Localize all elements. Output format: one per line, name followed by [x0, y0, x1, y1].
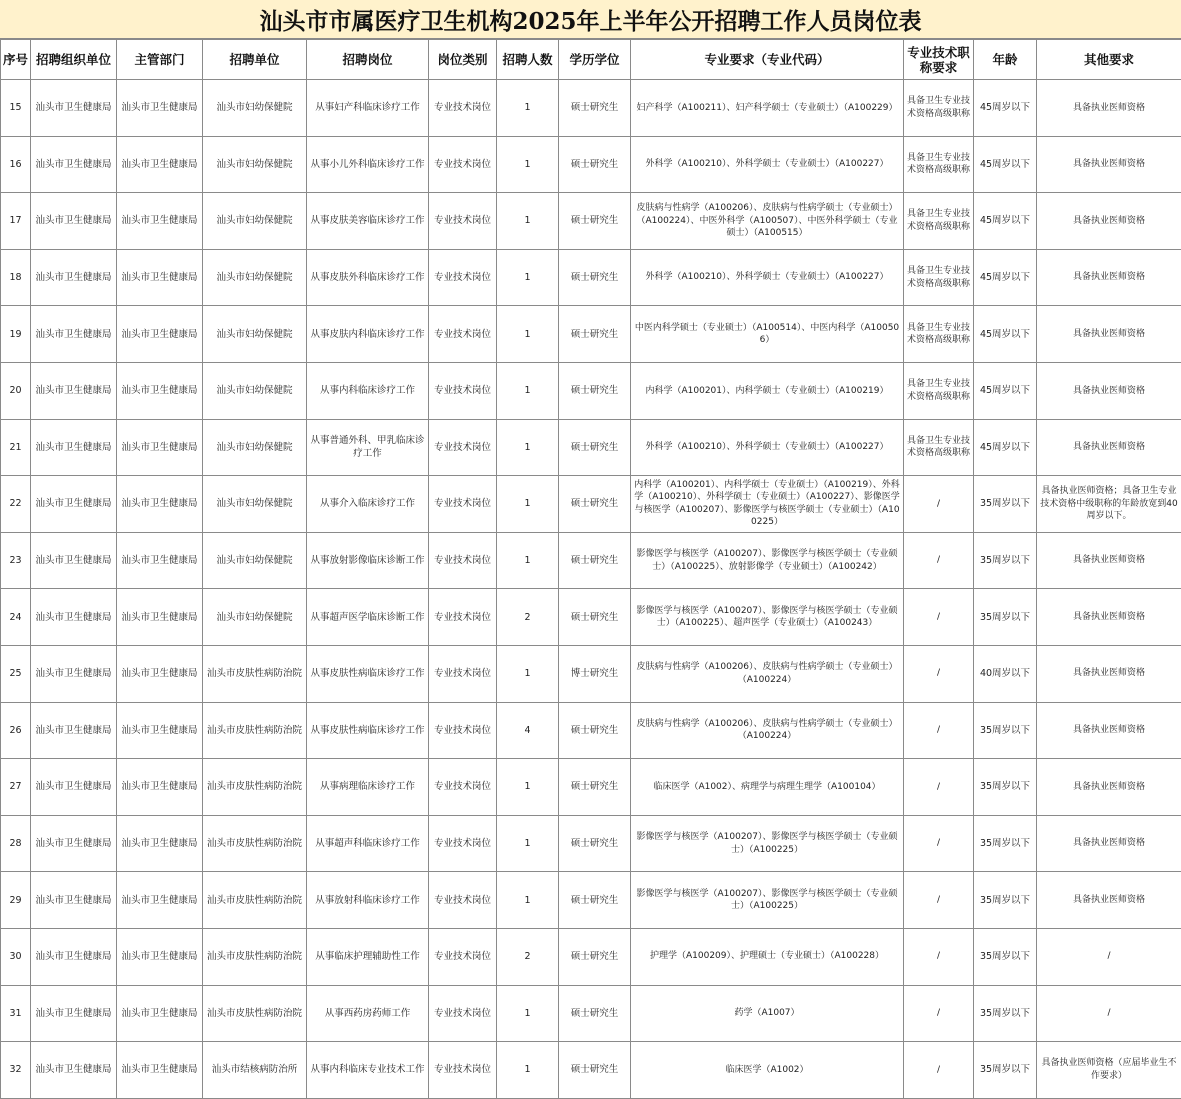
- cell-position: 从事小儿外科临床诊疗工作: [307, 136, 429, 193]
- cell-dept: 汕头市卫生健康局: [117, 193, 203, 250]
- table-row: [1, 985, 1181, 1042]
- cell-category: 专业技术岗位: [429, 532, 497, 589]
- cell-major: 外科学（A100210）、外科学硕士（专业硕士）（A100227）: [631, 136, 904, 193]
- cell-seq: 18: [1, 249, 31, 306]
- cell-count: 1: [497, 1042, 559, 1099]
- cell-category: 专业技术岗位: [429, 306, 497, 363]
- cell-count: 1: [497, 645, 559, 702]
- cell-count: 1: [497, 193, 559, 250]
- cell-position: 从事皮肤外科临床诊疗工作: [307, 249, 429, 306]
- cell-category: 专业技术岗位: [429, 645, 497, 702]
- cell-title-req: 具备卫生专业技术资格高级职称: [904, 136, 974, 193]
- cell-major: 外科学（A100210）、外科学硕士（专业硕士）（A100227）: [631, 419, 904, 476]
- cell-dept: 汕头市卫生健康局: [117, 306, 203, 363]
- table-header-row: [1, 40, 1181, 80]
- cell-dept: 汕头市卫生健康局: [117, 702, 203, 759]
- cell-category: 专业技术岗位: [429, 249, 497, 306]
- cell-category: 专业技术岗位: [429, 928, 497, 985]
- cell-age: 45周岁以下: [974, 193, 1037, 250]
- cell-org: 汕头市卫生健康局: [31, 702, 117, 759]
- cell-education: 硕士研究生: [559, 476, 631, 533]
- cell-count: 2: [497, 928, 559, 985]
- cell-dept: 汕头市卫生健康局: [117, 759, 203, 816]
- cell-title-req: /: [904, 645, 974, 702]
- cell-org: 汕头市卫生健康局: [31, 589, 117, 646]
- cell-position: 从事普通外科、甲乳临床诊疗工作: [307, 419, 429, 476]
- cell-dept: 汕头市卫生健康局: [117, 249, 203, 306]
- cell-title-req: /: [904, 872, 974, 929]
- cell-other: 具备执业医师资格: [1037, 815, 1181, 872]
- cell-dept: 汕头市卫生健康局: [117, 80, 203, 137]
- header-other: 其他要求: [1037, 40, 1181, 80]
- cell-unit: 汕头市结核病防治所: [203, 1042, 307, 1099]
- cell-unit: 汕头市皮肤性病防治院: [203, 872, 307, 929]
- table-row: [1, 476, 1181, 533]
- cell-major: 临床医学（A1002）、病理学与病理生理学（A100104）: [631, 759, 904, 816]
- header-org: 招聘组织单位: [31, 40, 117, 80]
- cell-position: 从事临床护理辅助性工作: [307, 928, 429, 985]
- table-row: [1, 1042, 1181, 1099]
- cell-title-req: /: [904, 985, 974, 1042]
- cell-count: 2: [497, 589, 559, 646]
- cell-unit: 汕头市皮肤性病防治院: [203, 815, 307, 872]
- cell-unit: 汕头市妇幼保健院: [203, 193, 307, 250]
- cell-position: 从事放射科临床诊疗工作: [307, 872, 429, 929]
- cell-major: 临床医学（A1002）: [631, 1042, 904, 1099]
- cell-count: 1: [497, 419, 559, 476]
- header-seq: 序号: [1, 40, 31, 80]
- cell-position: 从事介入临床诊疗工作: [307, 476, 429, 533]
- cell-other: /: [1037, 928, 1181, 985]
- cell-seq: 23: [1, 532, 31, 589]
- cell-position: 从事皮肤性病临床诊疗工作: [307, 702, 429, 759]
- cell-title-req: /: [904, 476, 974, 533]
- cell-other: 具备执业医师资格；具备卫生专业技术资格中级职称的年龄放宽到40周岁以下。: [1037, 476, 1181, 533]
- cell-seq: 16: [1, 136, 31, 193]
- cell-unit: 汕头市妇幼保健院: [203, 419, 307, 476]
- cell-seq: 26: [1, 702, 31, 759]
- cell-seq: 24: [1, 589, 31, 646]
- cell-other: 具备执业医师资格: [1037, 306, 1181, 363]
- cell-position: 从事超声医学临床诊断工作: [307, 589, 429, 646]
- cell-dept: 汕头市卫生健康局: [117, 1042, 203, 1099]
- cell-major: 中医内科学硕士（专业硕士）（A100514）、中医内科学（A100506）: [631, 306, 904, 363]
- cell-position: 从事皮肤美容临床诊疗工作: [307, 193, 429, 250]
- cell-count: 1: [497, 362, 559, 419]
- cell-age: 40周岁以下: [974, 645, 1037, 702]
- cell-other: 具备执业医师资格: [1037, 249, 1181, 306]
- cell-title-req: 具备卫生专业技术资格高级职称: [904, 193, 974, 250]
- cell-other: 具备执业医师资格: [1037, 136, 1181, 193]
- cell-count: 4: [497, 702, 559, 759]
- cell-dept: 汕头市卫生健康局: [117, 872, 203, 929]
- cell-title-req: /: [904, 702, 974, 759]
- cell-other: 具备执业医师资格: [1037, 872, 1181, 929]
- cell-other: 具备执业医师资格: [1037, 759, 1181, 816]
- cell-major: 皮肤病与性病学（A100206）、皮肤病与性病学硕士（专业硕士）（A100224）、中医外科学（A100507）、中医外科学硕士（专业硕士）（A100515）: [631, 193, 904, 250]
- cell-major: 影像医学与核医学（A100207）、影像医学与核医学硕士（专业硕士）（A100225）、放射影像学（专业硕士）（A100242）: [631, 532, 904, 589]
- cell-org: 汕头市卫生健康局: [31, 1042, 117, 1099]
- cell-seq: 25: [1, 645, 31, 702]
- cell-education: 硕士研究生: [559, 1042, 631, 1099]
- table-row: [1, 928, 1181, 985]
- cell-title-req: 具备卫生专业技术资格高级职称: [904, 362, 974, 419]
- cell-category: 专业技术岗位: [429, 589, 497, 646]
- cell-unit: 汕头市皮肤性病防治院: [203, 928, 307, 985]
- cell-unit: 汕头市妇幼保健院: [203, 589, 307, 646]
- cell-major: 药学（A1007）: [631, 985, 904, 1042]
- table-body: [1, 80, 1181, 1099]
- cell-position: 从事西药房药师工作: [307, 985, 429, 1042]
- cell-education: 硕士研究生: [559, 306, 631, 363]
- cell-seq: 20: [1, 362, 31, 419]
- cell-age: 45周岁以下: [974, 136, 1037, 193]
- cell-dept: 汕头市卫生健康局: [117, 928, 203, 985]
- table-row: [1, 872, 1181, 929]
- cell-org: 汕头市卫生健康局: [31, 136, 117, 193]
- cell-dept: 汕头市卫生健康局: [117, 645, 203, 702]
- table-row: [1, 306, 1181, 363]
- cell-org: 汕头市卫生健康局: [31, 815, 117, 872]
- cell-org: 汕头市卫生健康局: [31, 193, 117, 250]
- cell-category: 专业技术岗位: [429, 815, 497, 872]
- cell-title-req: 具备卫生专业技术资格高级职称: [904, 306, 974, 363]
- cell-org: 汕头市卫生健康局: [31, 419, 117, 476]
- cell-age: 35周岁以下: [974, 759, 1037, 816]
- cell-position: 从事妇产科临床诊疗工作: [307, 80, 429, 137]
- cell-education: 硕士研究生: [559, 419, 631, 476]
- cell-major: 影像医学与核医学（A100207）、影像医学与核医学硕士（专业硕士）（A100225）: [631, 815, 904, 872]
- cell-seq: 27: [1, 759, 31, 816]
- cell-title-req: 具备卫生专业技术资格高级职称: [904, 80, 974, 137]
- cell-count: 1: [497, 532, 559, 589]
- header-count: 招聘人数: [497, 40, 559, 80]
- cell-education: 硕士研究生: [559, 815, 631, 872]
- cell-other: 具备执业医师资格: [1037, 532, 1181, 589]
- cell-dept: 汕头市卫生健康局: [117, 815, 203, 872]
- cell-unit: 汕头市皮肤性病防治院: [203, 645, 307, 702]
- cell-age: 35周岁以下: [974, 476, 1037, 533]
- header-category: 岗位类别: [429, 40, 497, 80]
- cell-unit: 汕头市皮肤性病防治院: [203, 702, 307, 759]
- cell-other: 具备执业医师资格: [1037, 645, 1181, 702]
- cell-position: 从事病理临床诊疗工作: [307, 759, 429, 816]
- cell-age: 35周岁以下: [974, 985, 1037, 1042]
- cell-category: 专业技术岗位: [429, 193, 497, 250]
- cell-category: 专业技术岗位: [429, 985, 497, 1042]
- cell-education: 硕士研究生: [559, 532, 631, 589]
- cell-unit: 汕头市妇幼保健院: [203, 362, 307, 419]
- cell-major: 影像医学与核医学（A100207）、影像医学与核医学硕士（专业硕士）（A100225）: [631, 872, 904, 929]
- cell-count: 1: [497, 985, 559, 1042]
- header-position: 招聘岗位: [307, 40, 429, 80]
- cell-dept: 汕头市卫生健康局: [117, 985, 203, 1042]
- cell-count: 1: [497, 249, 559, 306]
- cell-other: 具备执业医师资格: [1037, 193, 1181, 250]
- cell-age: 35周岁以下: [974, 815, 1037, 872]
- cell-age: 35周岁以下: [974, 702, 1037, 759]
- cell-category: 专业技术岗位: [429, 476, 497, 533]
- cell-major: 皮肤病与性病学（A100206）、皮肤病与性病学硕士（专业硕士）（A100224）: [631, 702, 904, 759]
- cell-category: 专业技术岗位: [429, 759, 497, 816]
- cell-position: 从事内科临床诊疗工作: [307, 362, 429, 419]
- cell-category: 专业技术岗位: [429, 362, 497, 419]
- cell-count: 1: [497, 872, 559, 929]
- table-row: [1, 589, 1181, 646]
- cell-major: 影像医学与核医学（A100207）、影像医学与核医学硕士（专业硕士）（A100225）、超声医学（专业硕士）（A100243）: [631, 589, 904, 646]
- cell-org: 汕头市卫生健康局: [31, 928, 117, 985]
- table-row: [1, 80, 1181, 137]
- table-row: [1, 645, 1181, 702]
- cell-title-req: /: [904, 589, 974, 646]
- table-row: [1, 193, 1181, 250]
- cell-age: 35周岁以下: [974, 872, 1037, 929]
- cell-education: 硕士研究生: [559, 759, 631, 816]
- cell-age: 45周岁以下: [974, 419, 1037, 476]
- cell-other: 具备执业医师资格（应届毕业生不作要求）: [1037, 1042, 1181, 1099]
- cell-education: 硕士研究生: [559, 702, 631, 759]
- cell-other: 具备执业医师资格: [1037, 702, 1181, 759]
- title-bar: [0, 0, 1181, 39]
- cell-education: 硕士研究生: [559, 872, 631, 929]
- header-age: 年龄: [974, 40, 1037, 80]
- cell-dept: 汕头市卫生健康局: [117, 419, 203, 476]
- positions-table: [0, 39, 1181, 1099]
- cell-org: 汕头市卫生健康局: [31, 532, 117, 589]
- cell-education: 硕士研究生: [559, 80, 631, 137]
- cell-education: 硕士研究生: [559, 985, 631, 1042]
- cell-age: 35周岁以下: [974, 1042, 1037, 1099]
- cell-title-req: 具备卫生专业技术资格高级职称: [904, 249, 974, 306]
- cell-age: 35周岁以下: [974, 589, 1037, 646]
- cell-count: 1: [497, 136, 559, 193]
- cell-unit: 汕头市皮肤性病防治院: [203, 759, 307, 816]
- cell-category: 专业技术岗位: [429, 1042, 497, 1099]
- header-dept: 主管部门: [117, 40, 203, 80]
- header-education: 学历学位: [559, 40, 631, 80]
- table-row: [1, 136, 1181, 193]
- cell-dept: 汕头市卫生健康局: [117, 362, 203, 419]
- cell-org: 汕头市卫生健康局: [31, 872, 117, 929]
- cell-age: 45周岁以下: [974, 80, 1037, 137]
- cell-title-req: 具备卫生专业技术资格高级职称: [904, 419, 974, 476]
- cell-org: 汕头市卫生健康局: [31, 80, 117, 137]
- cell-unit: 汕头市妇幼保健院: [203, 306, 307, 363]
- cell-age: 35周岁以下: [974, 532, 1037, 589]
- cell-title-req: /: [904, 759, 974, 816]
- cell-seq: 28: [1, 815, 31, 872]
- cell-org: 汕头市卫生健康局: [31, 645, 117, 702]
- cell-other: 具备执业医师资格: [1037, 80, 1181, 137]
- cell-seq: 31: [1, 985, 31, 1042]
- cell-major: 皮肤病与性病学（A100206）、皮肤病与性病学硕士（专业硕士）（A100224）: [631, 645, 904, 702]
- cell-unit: 汕头市妇幼保健院: [203, 532, 307, 589]
- table-row: [1, 759, 1181, 816]
- cell-dept: 汕头市卫生健康局: [117, 476, 203, 533]
- cell-count: 1: [497, 476, 559, 533]
- cell-title-req: /: [904, 815, 974, 872]
- cell-org: 汕头市卫生健康局: [31, 476, 117, 533]
- cell-org: 汕头市卫生健康局: [31, 759, 117, 816]
- cell-education: 硕士研究生: [559, 249, 631, 306]
- cell-other: 具备执业医师资格: [1037, 362, 1181, 419]
- cell-position: 从事超声科临床诊疗工作: [307, 815, 429, 872]
- cell-education: 硕士研究生: [559, 589, 631, 646]
- cell-count: 1: [497, 759, 559, 816]
- cell-major: 内科学（A100201）、内科学硕士（专业硕士）（A100219）、外科学（A100210）、外科学硕士（专业硕士）（A100227）、影像医学与核医学（A100207）、影像医学与核医学硕士（专业硕士）（A100225）: [631, 476, 904, 533]
- cell-org: 汕头市卫生健康局: [31, 362, 117, 419]
- cell-position: 从事内科临床专业技术工作: [307, 1042, 429, 1099]
- page-title: 汕头市市属医疗卫生机构2025年上半年公开招聘工作人员岗位表: [259, 3, 921, 36]
- cell-education: 硕士研究生: [559, 136, 631, 193]
- cell-position: 从事放射影像临床诊断工作: [307, 532, 429, 589]
- cell-org: 汕头市卫生健康局: [31, 985, 117, 1042]
- cell-count: 1: [497, 815, 559, 872]
- cell-education: 硕士研究生: [559, 928, 631, 985]
- cell-seq: 22: [1, 476, 31, 533]
- cell-title-req: /: [904, 532, 974, 589]
- cell-seq: 15: [1, 80, 31, 137]
- cell-age: 35周岁以下: [974, 928, 1037, 985]
- cell-category: 专业技术岗位: [429, 80, 497, 137]
- cell-category: 专业技术岗位: [429, 419, 497, 476]
- cell-unit: 汕头市妇幼保健院: [203, 80, 307, 137]
- cell-seq: 17: [1, 193, 31, 250]
- cell-title-req: /: [904, 1042, 974, 1099]
- cell-seq: 19: [1, 306, 31, 363]
- cell-major: 内科学（A100201）、内科学硕士（专业硕士）（A100219）: [631, 362, 904, 419]
- cell-other: 具备执业医师资格: [1037, 589, 1181, 646]
- cell-count: 1: [497, 80, 559, 137]
- cell-age: 45周岁以下: [974, 249, 1037, 306]
- cell-dept: 汕头市卫生健康局: [117, 532, 203, 589]
- cell-category: 专业技术岗位: [429, 136, 497, 193]
- cell-major: 妇产科学（A100211）、妇产科学硕士（专业硕士）（A100229）: [631, 80, 904, 137]
- cell-major: 护理学（A100209）、护理硕士（专业硕士）（A100228）: [631, 928, 904, 985]
- cell-unit: 汕头市妇幼保健院: [203, 249, 307, 306]
- cell-other: 具备执业医师资格: [1037, 419, 1181, 476]
- table-row: [1, 702, 1181, 759]
- table-row: [1, 249, 1181, 306]
- cell-count: 1: [497, 306, 559, 363]
- cell-org: 汕头市卫生健康局: [31, 306, 117, 363]
- cell-seq: 21: [1, 419, 31, 476]
- cell-education: 硕士研究生: [559, 362, 631, 419]
- cell-age: 45周岁以下: [974, 306, 1037, 363]
- cell-position: 从事皮肤内科临床诊疗工作: [307, 306, 429, 363]
- table-row: [1, 532, 1181, 589]
- header-title-req: 专业技术职称要求: [904, 40, 974, 80]
- cell-seq: 32: [1, 1042, 31, 1099]
- table-row: [1, 362, 1181, 419]
- cell-other: /: [1037, 985, 1181, 1042]
- header-unit: 招聘单位: [203, 40, 307, 80]
- cell-seq: 30: [1, 928, 31, 985]
- cell-age: 45周岁以下: [974, 362, 1037, 419]
- table-row: [1, 815, 1181, 872]
- cell-dept: 汕头市卫生健康局: [117, 589, 203, 646]
- cell-title-req: /: [904, 928, 974, 985]
- header-major: 专业要求（专业代码）: [631, 40, 904, 80]
- cell-unit: 汕头市妇幼保健院: [203, 136, 307, 193]
- cell-category: 专业技术岗位: [429, 702, 497, 759]
- cell-unit: 汕头市妇幼保健院: [203, 476, 307, 533]
- cell-org: 汕头市卫生健康局: [31, 249, 117, 306]
- cell-unit: 汕头市皮肤性病防治院: [203, 985, 307, 1042]
- cell-major: 外科学（A100210）、外科学硕士（专业硕士）（A100227）: [631, 249, 904, 306]
- cell-education: 博士研究生: [559, 645, 631, 702]
- cell-education: 硕士研究生: [559, 193, 631, 250]
- cell-seq: 29: [1, 872, 31, 929]
- cell-dept: 汕头市卫生健康局: [117, 136, 203, 193]
- cell-category: 专业技术岗位: [429, 872, 497, 929]
- table-row: [1, 419, 1181, 476]
- cell-position: 从事皮肤性病临床诊疗工作: [307, 645, 429, 702]
